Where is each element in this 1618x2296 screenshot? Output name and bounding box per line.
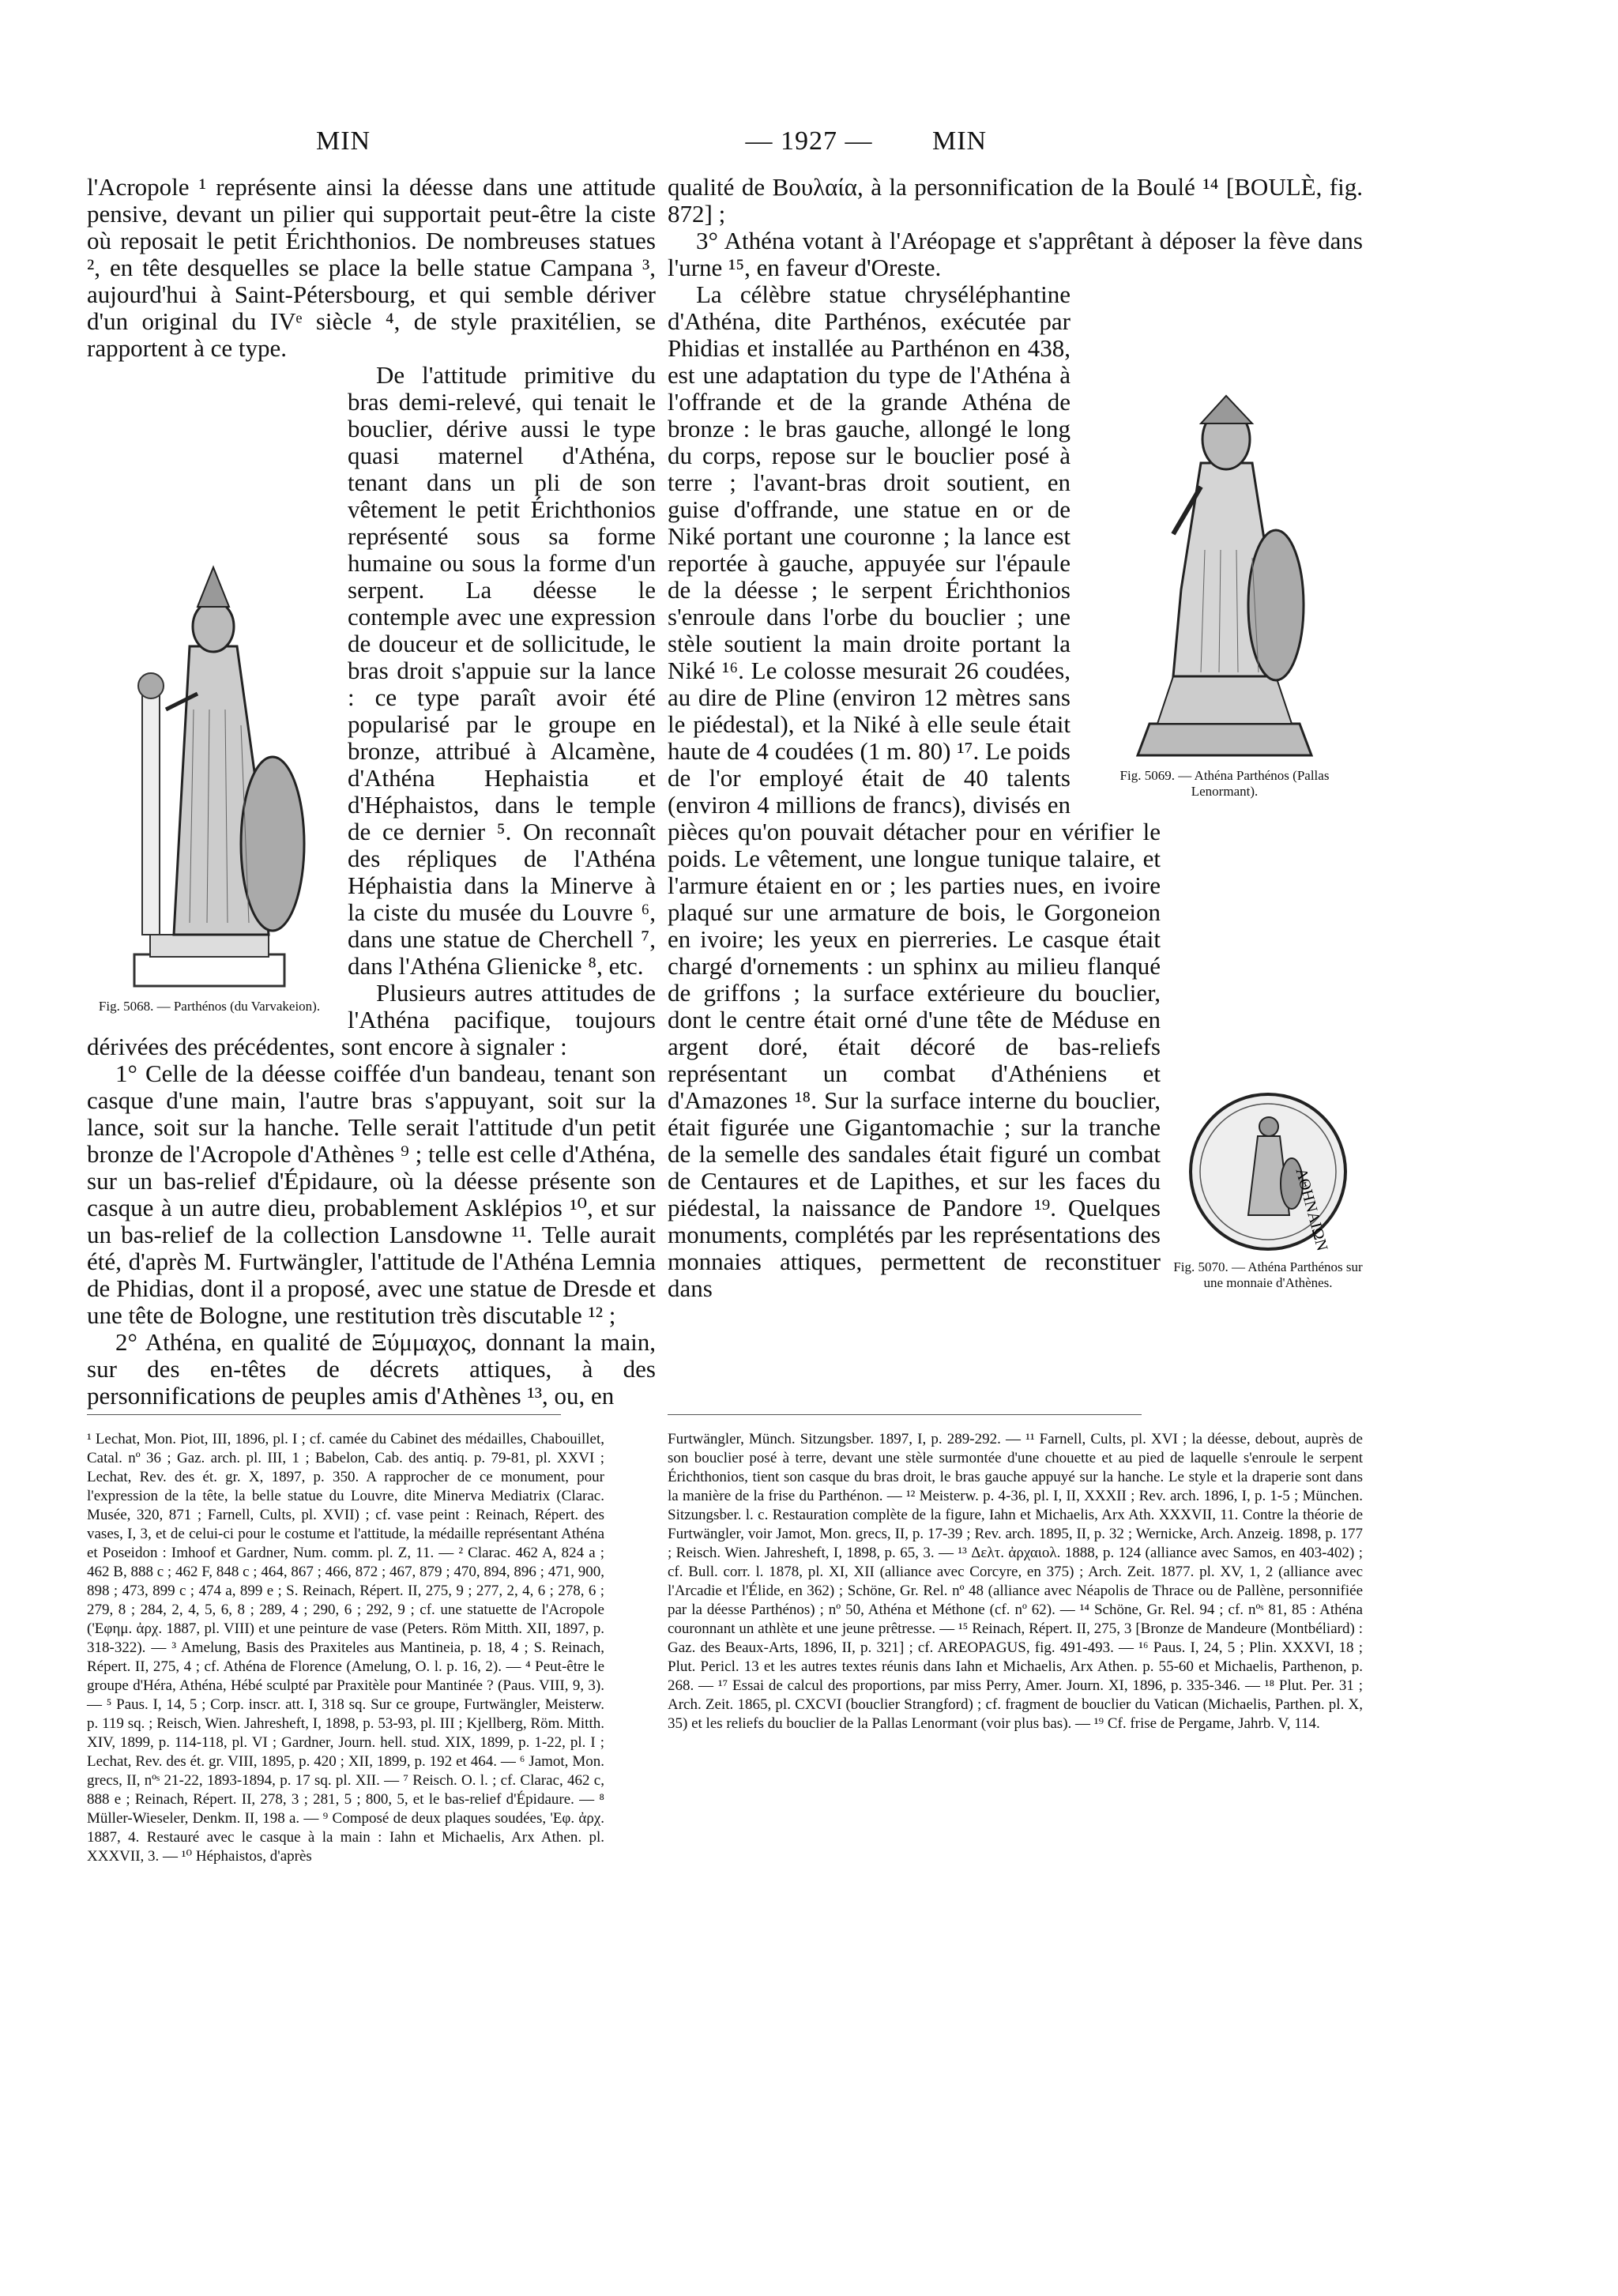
paragraph: 2° Athéna, en qualité de Ξύμμαχος, donnant la main, sur des en-têtes de décrets attiques, à des personnifications de peuples amis d'Athènes ¹³, ou, en <box>87 1328 656 1410</box>
footnote-rule-left <box>87 1414 561 1415</box>
statue-illustration-icon <box>1126 392 1323 763</box>
figure-5070 <box>1173 1089 1363 1291</box>
paragraph: qualité de Βουλαία, à la personnification de la Boulé ¹⁴ [BOULÈ, fig. 872] ; <box>668 173 1363 228</box>
running-head <box>0 126 1618 166</box>
paragraph: De l'attitude primitive du bras demi-relevé, qui tenait le bouclier, dérive aussi le type quasi maternel d'Athéna, tenant dans un pli de son vêtement le petit Érichthonios représenté sous sa forme humaine ou sous la forme d'un serpent. La déesse le contemple avec une expression de douceur et de sollicitude, le bras droit s'appuie sur la lance : ce type paraît avoir été popularisé par le groupe en bronze, attribué à Alcamène, d'Athéna Hephaistia et d'Héphaistos, dans le temple de ce dernier ⁵. On reconnaît des répliques de l'Athéna Héphaistia dans la Minerve à la ciste du musée du Louvre ⁶, dans une statue de Cherchell ⁷, dans l'Athéna Glienicke ⁸, etc. <box>348 361 656 980</box>
right-column <box>668 174 1363 1302</box>
figure-caption: Fig. 5068. — Parthénos (du Varvakeion). <box>98 999 321 1014</box>
left-column <box>87 174 656 1410</box>
running-head-right: MIN <box>932 126 988 156</box>
figure-5068 <box>87 551 332 1014</box>
page-number: — 1927 — <box>745 126 873 156</box>
footnote-rule-right <box>668 1414 1142 1415</box>
paragraph: 3° Athéna votant à l'Aréopage et s'apprêtant à déposer la fève dans l'urne ¹⁵, en faveur d'Oreste. <box>668 227 1363 281</box>
statue-illustration-icon <box>103 551 316 994</box>
footnotes-text: Furtwängler, Münch. Sitzungsber. 1897, I, p. 289-292. — ¹¹ Farnell, Cults, pl. XVI ; la déesse, debout, auprès de son bouclier posé à terre, devant une stèle surmontée d'une chouette et au pied de laquelle s'enroule le serpent Érichthonios, tient son casque du bras droit, le bras gauche appuyé sur la hanche. Le style et la draperie sont dans la manière de la frise du Parthénon. — ¹² Meisterw. p. 4-36, pl. I, II, XXXII ; Rev. arch. 1896, I, p. 1-5 ; München. Sitzungsber. l. c. Restauration complète de la figure, Iahn et Michaelis, Arx Ath. XXXVII, 11. Contre la théorie de Furtwängler, voir Jamot, Mon. grecs, II, p. 17-39 ; Rev. arch. 1895, II, p. 32 ; Wernicke, Arch. Anzeig. 1898, p. 177 ; Reisch. Wien. Jahresheft, I, 1898, p. 65, 3. — ¹³ Δελτ. ἀρχαιολ. 1888, p. 124 (alliance avec Samos, en 403-402) ; cf. Bull. corr. l. 1878, pl. XI, XII (alliance avec Corcyre, en 375) ; Arch. Zeit. 1877. pl. XV, 1, 2 (alliance avec l'Arcadie et l'Élide, en 362) ; Schöne, Gr. Rel. nº 48 (alliance avec Néapolis de Thrace ou de Pallène, personnifiée par la déesse Parthénos) ; nº 50, Athéna et Méthone (cf. nº 62). — ¹⁴ Schöne, Gr. Rel. 94 ; cf. nºˢ 81, 85 : Athéna couronnant un athlète et une jeune prêtresse. — ¹⁵ Reinach, Répert. II, 275, 3 [Bronze de Mandeure (Montbéliard) : Gaz. des Beaux-Arts, 1896, II, p. 321] ; cf. AREOPAGUS, fig. 491-493. — ¹⁶ Paus. I, 24, 5 ; Plin. XXXVI, 18 ; Plut. Pericl. 13 et les autres textes réunis dans Iahn et Michaelis, Arx Athen. p. 55-60 et Michaelis, Parthenon, p. 268. — ¹⁷ Essai de calcul des proportions, par miss Perry, Amer. Journ. XI, 1896, p. 335-346. — ¹⁸ Plut. Per. 31 ; Arch. Zeit. 1865, pl. CXCVI (bouclier Strangford) ; cf. fragment de bouclier du Vatican (Michaelis, Parthen. pl. X, 35) et les reliefs du bouclier de la Pallas Lenormant (voir plus bas). — ¹⁹ Cf. frise de Pergame, Jahrb. V, 114. <box>668 1431 1363 1732</box>
figure-5069 <box>1086 392 1363 800</box>
footnotes-text: ¹ Lechat, Mon. Piot, III, 1896, pl. I ; cf. camée du Cabinet des médailles, Chabouillet, Catal. nº 36 ; Gaz. arch. pl. III, 1 ; Babelon, Cab. des antiq. p. 79-81, pl. XXVI ; Lechat, Rev. des ét. gr. X, 1897, p. 350. A rapprocher de ce monument, pour l'expression de la tête, la belle statue du Louvre, dite Minerva Mediatrix (Clarac. Musée, 320, 871 ; Farnell, Cults, pl. XVII) ; cf. vase peint : Reinach, Répert. des vases, I, 3, et de celui-ci pour le costume et l'attitude, la médaille représentant Athéna et Poseidon : Imhoof et Gardner, Num. comm. pl. Z, 11. — ² Clarac. 462 A, 824 a ; 462 B, 888 c ; 462 F, 848 c ; 464, 867 ; 466, 872 ; 467, 879 ; 470, 894, 896 ; 471, 900, 898 ; 473, 899 c ; 474 a, 899 e ; S. Reinach, Répert. II, 275, 9 ; 277, 2, 4, 6 ; 278, 6 ; 279, 8 ; 284, 2, 4, 5, 6, 8 ; 289, 4 ; 290, 6 ; 292, 9 ; cf. une statuette de l'Acropole ('Εφημ. ἀρχ. 1887, pl. VIII) et une peinture de vase (Peters. Röm Mitth. XII, 1897, p. 318-322). — ³ Amelung, Basis des Praxiteles aus Mantineia, p. 18, 4 ; S. Reinach, Répert. II, 275, 4 ; cf. Athéna de Florence (Amelung, O. l. p. 16, 2). — ⁴ Peut-être le groupe d'Héra, Athéna, Hébé sculpté par Praxitèle pour Mantinée ? (Paus. VIII, 9, 3). — ⁵ Paus. I, 14, 5 ; Corp. inscr. att. I, 318 sq. Sur ce groupe, Furtwängler, Meisterw. p. 119 sq. ; Reisch, Wien. Jahresheft, I, 1898, p. 53-93, pl. III ; Kjellberg, Röm. Mitth. XIV, 1899, p. 114-118, pl. VI ; Gardner, Journ. hell. stud. XIX, 1899, p. 1-22, pl. I ; Lechat, Rev. des ét. gr. VIII, 1895, p. 420 ; XII, 1899, p. 192 et 464. — ⁶ Jamot, Mon. grecs, II, nºˢ 21-22, 1893-1894, p. 17 sq. pl. XII. — ⁷ Reisch. O. l. ; cf. Clarac, 462 c, 888 e ; Reinach, Répert. II, 278, 3 ; 281, 5 ; 800, 5, et le bas-relief d'Épidaure. — ⁸ Müller-Wieseler, Denkm. II, 198 a. — ⁹ Composé de deux plaques soudées, 'Εφ. ἀρχ. 1887, 4. Restauré avec le casque à la main : Iahn et Michaelis, Arx Athen. pl. XXXVII, 3. — ¹⁰ Héphaistos, d'après <box>87 1431 604 1865</box>
coin-legend: ΑΘΗΝΑΙΩΝ <box>1292 1166 1331 1253</box>
paragraph: 1° Celle de la déesse coiffée d'un bandeau, tenant son casque d'une main, l'autre bras s'appuyant, soit sur la lance, soit sur la hanche. Telle serait l'attitude d'un petit bronze de l'Acropole d'Athènes ⁹ ; telle est celle d'Athéna, sur un bas-relief d'Épidaure, où la déesse présente son casque à un autre dieu, probablement Asklépios ¹⁰, et sur un bas-relief de la collection Lansdowne ¹¹. Telle aurait été, d'après M. Furtwängler, l'attitude de l'Athéna Lemnia de Phidias, dont il a proposé, avec une statue de Dresde et une tête de Bologne, une restitution très discutable ¹² ; <box>87 1060 656 1329</box>
footnotes-left <box>87 1430 604 1866</box>
paragraph: l'Acropole ¹ représente ainsi la déesse dans une attitude pensive, devant un pilier qui supportait peut-être la ciste où reposait le petit Érichthonios. De nombreuses statues ², en tête desquelles se place la belle statue Campana ³, aujourd'hui à Saint-Pétersbourg, et qui semble dériver d'un original du IVᵉ siècle ⁴, de style praxitélien, se rapportent à ce type. <box>87 173 656 362</box>
coin-illustration-icon <box>1185 1089 1351 1255</box>
running-head-left: MIN <box>316 126 371 156</box>
figure-caption: Fig. 5070. — Athéna Parthénos sur une monnaie d'Athènes. <box>1173 1259 1363 1290</box>
paragraph: La célèbre statue chryséléphantine d'Athéna, dite Parthénos, exécutée par Phidias et installée au Parthénon en 438, est une adaptation du type de l'Athéna à l'offrande et de la grande Athéna de bronze : le bras gauche, allongé le long du corps, repose sur le bouclier posé à terre ; l'avant-bras droit soutient, en guise d'offrande, une statue en or de Niké portant une couronne ; la lance est reportée à gauche, appuyée sur l'épaule de la déesse ; le serpent Érichthonios s'enroule dans l'orbe du bouclier ; une stèle soutient la main droite portant la Niké ¹⁶. Le colosse mesurait 26 coudées, au dire de Pline (environ 12 mètres sans le piédestal), et la Niké à elle seule était haute de 4 coudées (1 m. 80) ¹⁷. Le poids de l'or employé était de 40 talents (environ 4 millions de francs), divisés en pièces qu'on pouvait détacher pour en vérifier le poids. Le vêtement, une longue tunique talaire, et l'armure étaient en or ; les parties nues, en ivoire plaqué sur une armature de bois, le Gorgoneion en ivoire; les yeux en pierreries. Le casque était chargé d'ornements : un sphinx au milieu flanqué de griffons ; la surface extérieure du bouclier, dont le centre était orné d'une tête de Méduse en argent doré, était décoré de bas-reliefs représentant un combat d'Athéniens et d'Amazones ¹⁸. Sur la surface interne du bouclier, était figurée une Gigantomachie ; sur la tranche de la semelle des sandales était figuré un combat de Centaures et de Lapithes, et sur les faces du piédestal, la naissance de Pandore ¹⁹. Quelques monuments, complétés par les représentations des monnaies attiques, permettent de reconstituer dans <box>668 280 1161 1302</box>
footnotes-right <box>668 1430 1363 1733</box>
paragraph: Plusieurs autres attitudes de l'Athéna pacifique, toujours dérivées des précédentes, sont encore à signaler : <box>87 979 656 1060</box>
figure-caption: Fig. 5069. — Athéna Parthénos (Pallas Lenormant). <box>1119 768 1330 799</box>
